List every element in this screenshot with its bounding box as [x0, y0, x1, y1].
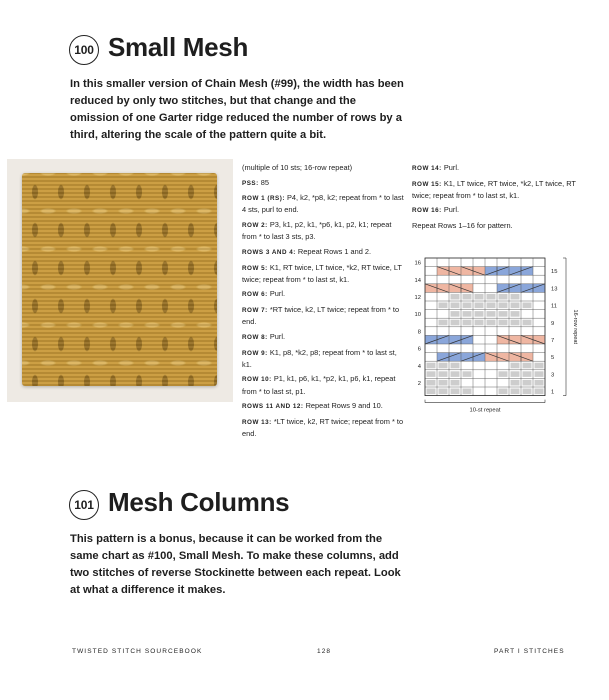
row-number-left: 14 [414, 277, 421, 284]
instruction-text: Purl. [269, 331, 286, 341]
instruction-label: ROWS 11 AND 12: [242, 403, 304, 411]
purl-cell [475, 303, 484, 309]
purl-cell [463, 371, 472, 377]
instruction-label: ROW 1 (RS): [242, 195, 285, 203]
purl-cell [451, 320, 460, 326]
purl-cell [511, 389, 520, 395]
instruction-text: Purl. [269, 289, 286, 299]
instruction-row [242, 246, 405, 258]
purl-cell [463, 320, 472, 326]
purl-cell [439, 320, 448, 326]
purl-cell [439, 363, 448, 369]
knit-swatch-image [22, 173, 217, 386]
instruction-row [242, 400, 405, 412]
purl-cell [511, 294, 520, 300]
pattern-intro: In this smaller version of Chain Mesh (#99), the width has been reduced by only two stitches, but that change and the omission of one Garter ridge reduced the number of rows by a third, altering the scale of the pattern quite a bit. [70, 78, 404, 141]
purl-cell [475, 311, 484, 317]
purl-cell [523, 303, 532, 309]
row-number-left: 8 [417, 329, 421, 336]
purl-cell [499, 303, 508, 309]
instruction-row [242, 288, 405, 300]
purl-cell [511, 303, 520, 309]
purl-cell [439, 389, 448, 395]
swatch-photo [7, 159, 233, 402]
purl-cell [535, 363, 544, 369]
instruction-label: PSS: [242, 179, 259, 187]
purl-cell [499, 371, 508, 377]
purl-cell [499, 311, 508, 317]
instruction-row [242, 331, 405, 343]
purl-cell [463, 303, 472, 309]
purl-cell [463, 294, 472, 300]
purl-cell [499, 294, 508, 300]
pattern-number-badge [69, 35, 99, 65]
row-number-right: 15 [551, 269, 558, 276]
purl-cell [463, 389, 472, 395]
pattern-number-badge-101 [69, 490, 99, 520]
purl-cell [439, 371, 448, 377]
purl-cell [451, 380, 460, 386]
purl-cell [523, 320, 532, 326]
row-number-left: 4 [417, 363, 421, 370]
instruction-text: P4, k2, *p8, k2; repeat from * to last 4 sts, purl to end. [242, 193, 404, 215]
row-number-right: 7 [551, 338, 555, 344]
purl-cell [427, 380, 436, 386]
instruction-row [242, 373, 405, 397]
purl-cell [451, 294, 460, 300]
instruction-text: *LT twice, k2, RT twice; repeat from * to end. [242, 416, 404, 439]
purl-cell [523, 371, 532, 377]
purl-cell [427, 371, 436, 377]
instruction-row [412, 178, 592, 202]
row-number-left: 16 [414, 260, 421, 267]
pattern-number-101: 101 [74, 498, 94, 512]
instruction-label: ROW 16: [412, 207, 442, 215]
instruction-row [242, 162, 405, 173]
purl-cell [451, 311, 460, 317]
instruction-row [242, 177, 405, 189]
instruction-label: ROW 14: [412, 165, 442, 172]
purl-cell [439, 380, 448, 386]
pattern-title-101: Mesh Columns [108, 487, 290, 517]
purl-cell [523, 389, 532, 395]
purl-cell [523, 363, 532, 369]
instruction-text: Repeat Rows 9 and 10. [305, 401, 383, 411]
instruction-row [412, 162, 592, 174]
instruction-row [242, 262, 405, 286]
footer-book-title: TWISTED STITCH SOURCEBOOK [72, 648, 203, 655]
purl-cell [511, 371, 520, 377]
instruction-text: (multiple of 10 sts; 16-row repeat) [242, 163, 353, 172]
instruction-label: ROW 7: [242, 307, 268, 315]
row-number-left: 10 [414, 312, 421, 319]
footer-section: PART I STITCHES [494, 648, 565, 655]
instructions-column-left [242, 162, 405, 443]
instruction-label: ROW 13: [242, 418, 272, 426]
purl-cell [535, 371, 544, 377]
instruction-label: ROWS 3 AND 4: [242, 248, 296, 256]
row-number-right: 1 [551, 389, 555, 396]
pattern-title: Small Mesh [108, 32, 249, 62]
instruction-text: P1, k1, p6, k1, *p2, k1, p6, k1, repeat from * to last st, p1. [242, 374, 396, 396]
row-repeat-label: 16-row repeat [572, 309, 578, 345]
purl-cell [487, 311, 496, 317]
instruction-label: ROW 9: [242, 349, 268, 357]
instruction-text: 85 [260, 177, 269, 187]
row-number-left: 6 [417, 346, 421, 353]
instruction-text: P3, k1, p2, k1, *p6, k1, p2, k1; repeat from * to last 3 sts, p3. [242, 220, 392, 242]
stitch-chart [405, 250, 595, 415]
footer-page-number: 128 [317, 648, 332, 655]
instruction-label: ROW 6: [242, 291, 268, 299]
purl-cell [451, 371, 460, 377]
purl-cell [487, 303, 496, 309]
instruction-text: Purl. [443, 163, 460, 172]
instruction-label: ROW 10: [242, 376, 272, 384]
instruction-row [242, 416, 405, 440]
row-number-right: 11 [551, 303, 558, 310]
row-number-left: 12 [414, 295, 421, 301]
pattern-number: 100 [74, 43, 94, 57]
purl-cell [511, 320, 520, 326]
instruction-row [242, 219, 405, 243]
purl-cell [499, 389, 508, 395]
row-number-right: 13 [551, 286, 558, 293]
pattern-intro-101: This pattern is a bonus, because it can be worked from the same chart as #100, Small Mesh. To make these columns, add two stitches of reverse Stockinette between each repeat. Look at what a difference it makes. [70, 533, 401, 596]
row-number-right: 5 [551, 355, 555, 362]
instruction-row [412, 220, 592, 231]
instruction-row [412, 204, 592, 216]
instruction-text: Purl. [443, 205, 460, 215]
instruction-row [242, 192, 405, 216]
purl-cell [451, 303, 460, 309]
purl-cell [451, 363, 460, 369]
instruction-text: *RT twice, k2, LT twice; repeat from * to end. [242, 305, 400, 327]
purl-cell [439, 303, 448, 309]
purl-cell [427, 363, 436, 369]
row-number-left: 2 [417, 381, 421, 387]
purl-cell [523, 380, 532, 386]
instructions-column-right [412, 162, 592, 235]
purl-cell [475, 294, 484, 300]
purl-cell [427, 389, 436, 395]
instruction-text: K1, p8, *k2, p8; repeat from * to last st, k1. [242, 347, 397, 369]
purl-cell [487, 320, 496, 326]
purl-cell [451, 389, 460, 395]
row-number-right: 9 [551, 320, 555, 327]
instruction-text: K1, RT twice, LT twice, *k2, RT twice, LT twice; repeat from * to last st, k1. [242, 262, 402, 284]
instruction-label: ROW 2: [242, 222, 268, 230]
purl-cell [535, 380, 544, 386]
instruction-text: K1, LT twice, RT twice, *k2, LT twice, RT twice; repeat from * to last st, k1. [412, 178, 576, 200]
instruction-label: ROW 5: [242, 264, 268, 272]
purl-cell [511, 363, 520, 369]
instruction-label: ROW 8: [242, 333, 268, 341]
instruction-text: Repeat Rows 1–16 for pattern. [412, 221, 513, 231]
purl-cell [535, 389, 544, 395]
purl-cell [475, 320, 484, 326]
purl-cell [511, 380, 520, 386]
purl-cell [487, 294, 496, 300]
instruction-text: Repeat Rows 1 and 2. [297, 246, 372, 256]
instruction-row [242, 347, 405, 371]
instruction-row [242, 304, 405, 328]
purl-cell [499, 320, 508, 326]
instruction-label: ROW 15: [412, 180, 442, 188]
purl-cell [511, 311, 520, 317]
stitch-repeat-label: 10-st repeat [469, 407, 501, 414]
purl-cell [463, 311, 472, 317]
row-number-right: 3 [551, 372, 555, 379]
